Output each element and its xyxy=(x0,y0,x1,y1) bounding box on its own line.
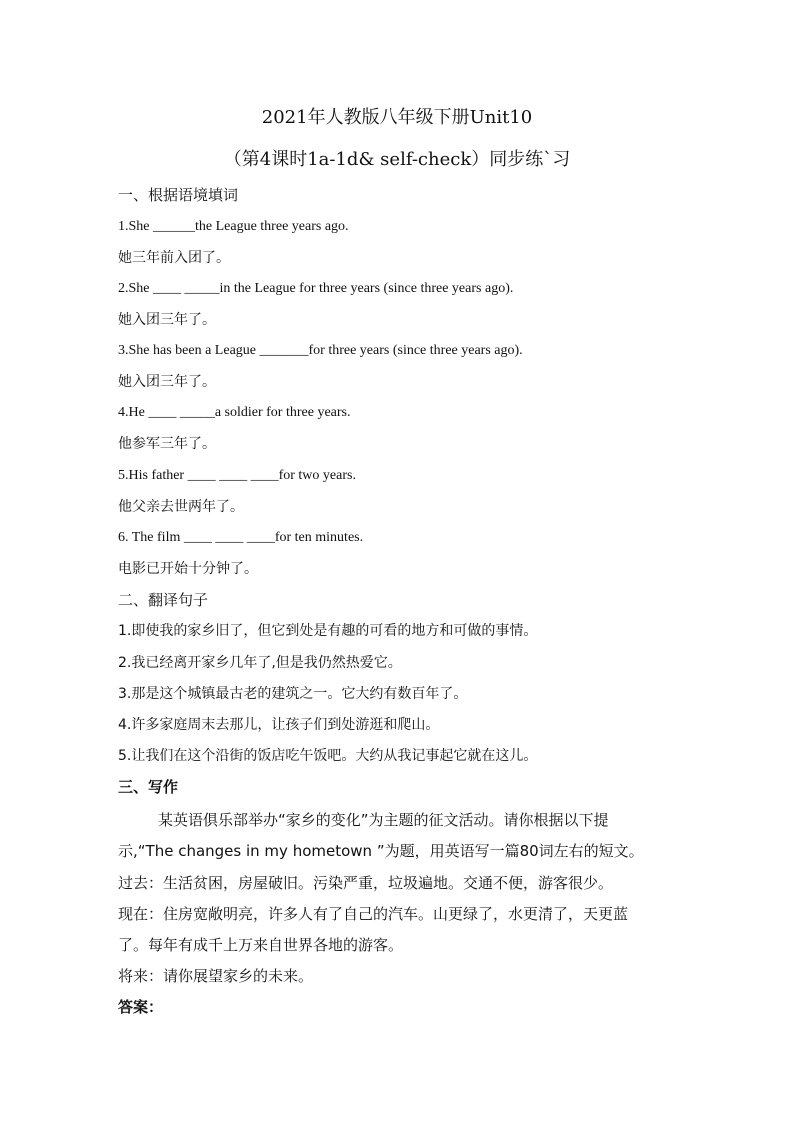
translate-item-2: 2.我已经离开家乡几年了,但是我仍然热爱它。 xyxy=(118,655,402,671)
writing-prompt-line-1: 某英语俱乐部举办“家乡的变化”为主题的征文活动。请你根据以下提 xyxy=(158,811,609,829)
section-2-heading: 二、翻译句子 xyxy=(118,591,209,609)
section-1-heading: 一、根据语境填词 xyxy=(118,186,239,204)
title-line-1: 2021年人教版八年级下册Unit10 xyxy=(261,107,533,128)
fill-item-2-cn: 她入团三年了。 xyxy=(118,312,216,328)
writing-past: 过去：生活贫困，房屋破旧。污染严重，垃圾遍地。交通不便，游客很少。 xyxy=(118,874,614,892)
translate-item-4: 4.许多家庭周末去那儿，让孩子们到处游逛和爬山。 xyxy=(118,717,440,733)
translate-item-3: 3.那是这个城镇最古老的建筑之一。它大约有数百年了。 xyxy=(118,686,468,702)
fill-item-1-cn: 她三年前入团了。 xyxy=(118,250,230,266)
translate-item-1: 1.即使我的家乡旧了，但它到处是有趣的可看的地方和可做的事情。 xyxy=(118,623,538,639)
fill-item-6-cn: 电影已开始十分钟了。 xyxy=(118,561,258,577)
fill-item-6: 6. The film ____ ____ ____for ten minutes. xyxy=(118,530,364,545)
fill-item-1: 1.She ______the League three years ago. xyxy=(118,219,349,234)
translate-item-5: 5.让我们在这个沿街的饭店吃午饭吧。大约从我记事起它就在这儿。 xyxy=(118,748,538,764)
answer-label: 答案： xyxy=(118,998,164,1016)
fill-item-4: 4.He ____ _____a soldier for three years. xyxy=(118,405,351,420)
writing-prompt-line-2: 示,“The changes in my hometown ”为题，用英语写一篇80词左右的短文。 xyxy=(118,842,644,860)
writing-present-line-2: 了。每年有成千上万来自世界各地的游客。 xyxy=(118,936,404,954)
writing-present-line-1: 现在：住房宽敞明亮，许多人有了自己的汽车。山更绿了，水更清了，天更蓝 xyxy=(118,905,629,923)
fill-item-5-cn: 他父亲去世两年了。 xyxy=(118,499,244,515)
fill-item-3-cn: 她入团三年了。 xyxy=(118,374,216,390)
title-line-2: （第4课时1a-1d& self-check）同步练`习 xyxy=(223,149,571,170)
fill-item-4-cn: 他参军三年了。 xyxy=(118,436,216,452)
fill-item-2: 2.She ____ _____in the League for three years (since three years ago). xyxy=(118,281,514,296)
fill-item-3: 3.She has been a League _______for three years (since three years ago). xyxy=(118,343,523,358)
writing-future: 将来：请你展望家乡的未来。 xyxy=(118,967,314,985)
fill-item-5: 5.His father ____ ____ ____for two years. xyxy=(118,468,356,483)
section-3-heading: 三、写作 xyxy=(118,778,179,796)
